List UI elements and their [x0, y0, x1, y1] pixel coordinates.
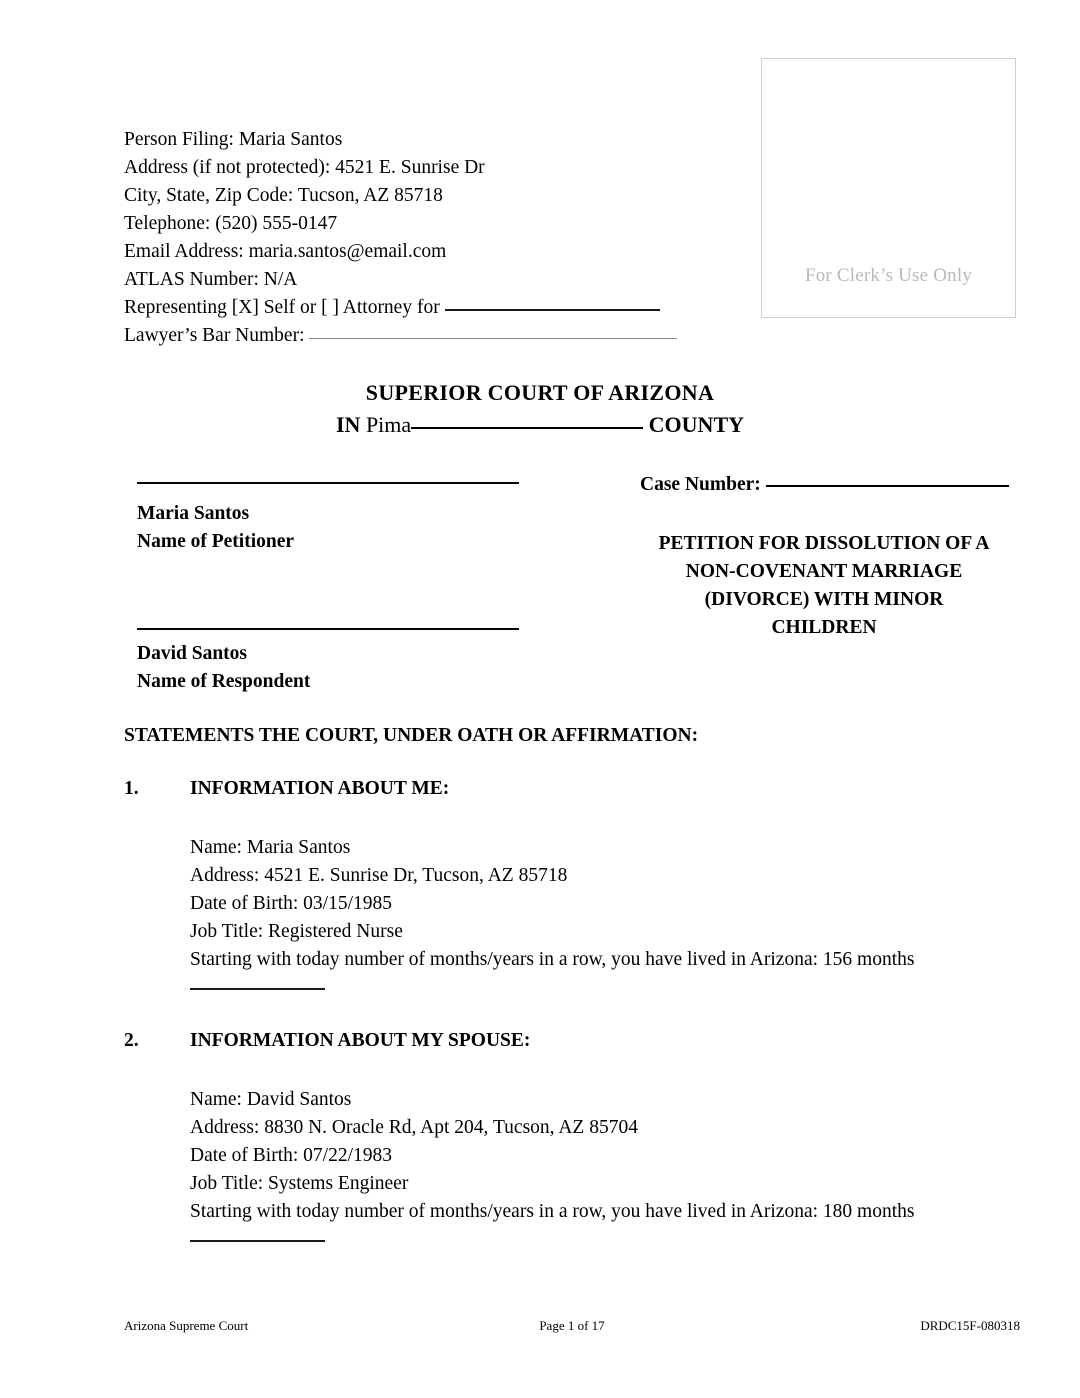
case-number-label: Case Number:	[640, 474, 761, 495]
atlas-number-line: ATLAS Number: N/A	[124, 269, 298, 290]
in-label: IN	[335, 412, 361, 437]
petition-title	[628, 530, 1020, 642]
footer-agency: Arizona Supreme Court	[124, 1318, 249, 1333]
section-number: 2.	[124, 1030, 139, 1051]
field-name: Name: David Santos	[190, 1089, 352, 1110]
section-heading	[124, 778, 1024, 806]
telephone-line: Telephone: (520) 555-0147	[124, 213, 338, 234]
respondent-name: David Santos	[137, 643, 247, 664]
page-footer	[124, 1318, 1020, 1334]
petitioner-rule	[137, 482, 519, 484]
petitioner-name: Maria Santos	[137, 503, 250, 524]
bar-number-line	[124, 322, 724, 350]
bar-number-label: Lawyer’s Bar Number:	[124, 325, 305, 346]
footer-page-number: Page 1 of 17	[539, 1318, 605, 1333]
city-state-zip-line: City, State, Zip Code: Tucson, AZ 85718	[124, 185, 443, 206]
representing-line	[124, 294, 724, 322]
petitioner-label: Name of Petitioner	[137, 531, 295, 552]
filer-header-block	[124, 126, 724, 350]
case-number-row	[640, 474, 1020, 496]
section-heading	[124, 1030, 1024, 1058]
oath-heading: STATEMENTS THE COURT, UNDER OATH OR AFFIRMATION:	[124, 725, 699, 746]
section-title: INFORMATION ABOUT ME:	[190, 778, 450, 799]
section-title: INFORMATION ABOUT MY SPOUSE:	[190, 1030, 531, 1051]
section-information-about-me	[124, 778, 1024, 990]
field-date-of-birth: Date of Birth: 03/15/1985	[190, 893, 393, 914]
petitioner-block	[137, 500, 557, 556]
residency-blank[interactable]	[190, 988, 325, 990]
bar-number-blank[interactable]	[309, 338, 677, 339]
field-address: Address: 8830 N. Oracle Rd, Apt 204, Tucson, AZ 85704	[190, 1117, 638, 1138]
clerk-use-label: For Clerk’s Use Only	[804, 265, 973, 286]
county-blank[interactable]	[411, 427, 643, 429]
section-body	[190, 1086, 1024, 1242]
respondent-block	[137, 640, 557, 696]
court-title: SUPERIOR COURT OF ARIZONA	[365, 380, 715, 405]
clerk-use-box	[761, 58, 1016, 318]
petition-title-line: PETITION FOR DISSOLUTION OF A	[658, 533, 990, 554]
attorney-for-blank[interactable]	[445, 309, 660, 311]
field-job-title: Job Title: Systems Engineer	[190, 1173, 409, 1194]
respondent-rule	[137, 628, 519, 630]
footer-form-code: DRDC15F-080318	[920, 1318, 1020, 1333]
petition-title-line: NON-COVENANT MARRIAGE	[685, 561, 963, 582]
county-name: Pima	[365, 412, 412, 437]
email-line: Email Address: maria.santos@email.com	[124, 241, 447, 262]
person-filing-line: Person Filing: Maria Santos	[124, 129, 343, 150]
county-line	[0, 412, 1080, 438]
county-label: COUNTY	[648, 412, 745, 437]
field-residency: Starting with today number of months/years in a row, you have lived in Arizona: 180 months	[190, 1201, 915, 1222]
petition-title-line: (DIVORCE) WITH MINOR	[704, 589, 944, 610]
section-information-about-my-spouse	[124, 1030, 1024, 1242]
representing-label: Representing [X] Self or [ ] Attorney for	[124, 297, 440, 318]
field-date-of-birth: Date of Birth: 07/22/1983	[190, 1145, 393, 1166]
section-number: 1.	[124, 778, 139, 799]
petition-title-line: CHILDREN	[771, 617, 877, 638]
address-line: Address (if not protected): 4521 E. Sunrise Dr	[124, 157, 485, 178]
section-body	[190, 834, 1024, 990]
residency-blank[interactable]	[190, 1240, 325, 1242]
field-job-title: Job Title: Registered Nurse	[190, 921, 403, 942]
field-name: Name: Maria Santos	[190, 837, 351, 858]
field-residency: Starting with today number of months/years in a row, you have lived in Arizona: 156 months	[190, 949, 915, 970]
respondent-label: Name of Respondent	[137, 671, 311, 692]
case-number-blank[interactable]	[766, 485, 1009, 487]
field-address: Address: 4521 E. Sunrise Dr, Tucson, AZ 85718	[190, 865, 568, 886]
